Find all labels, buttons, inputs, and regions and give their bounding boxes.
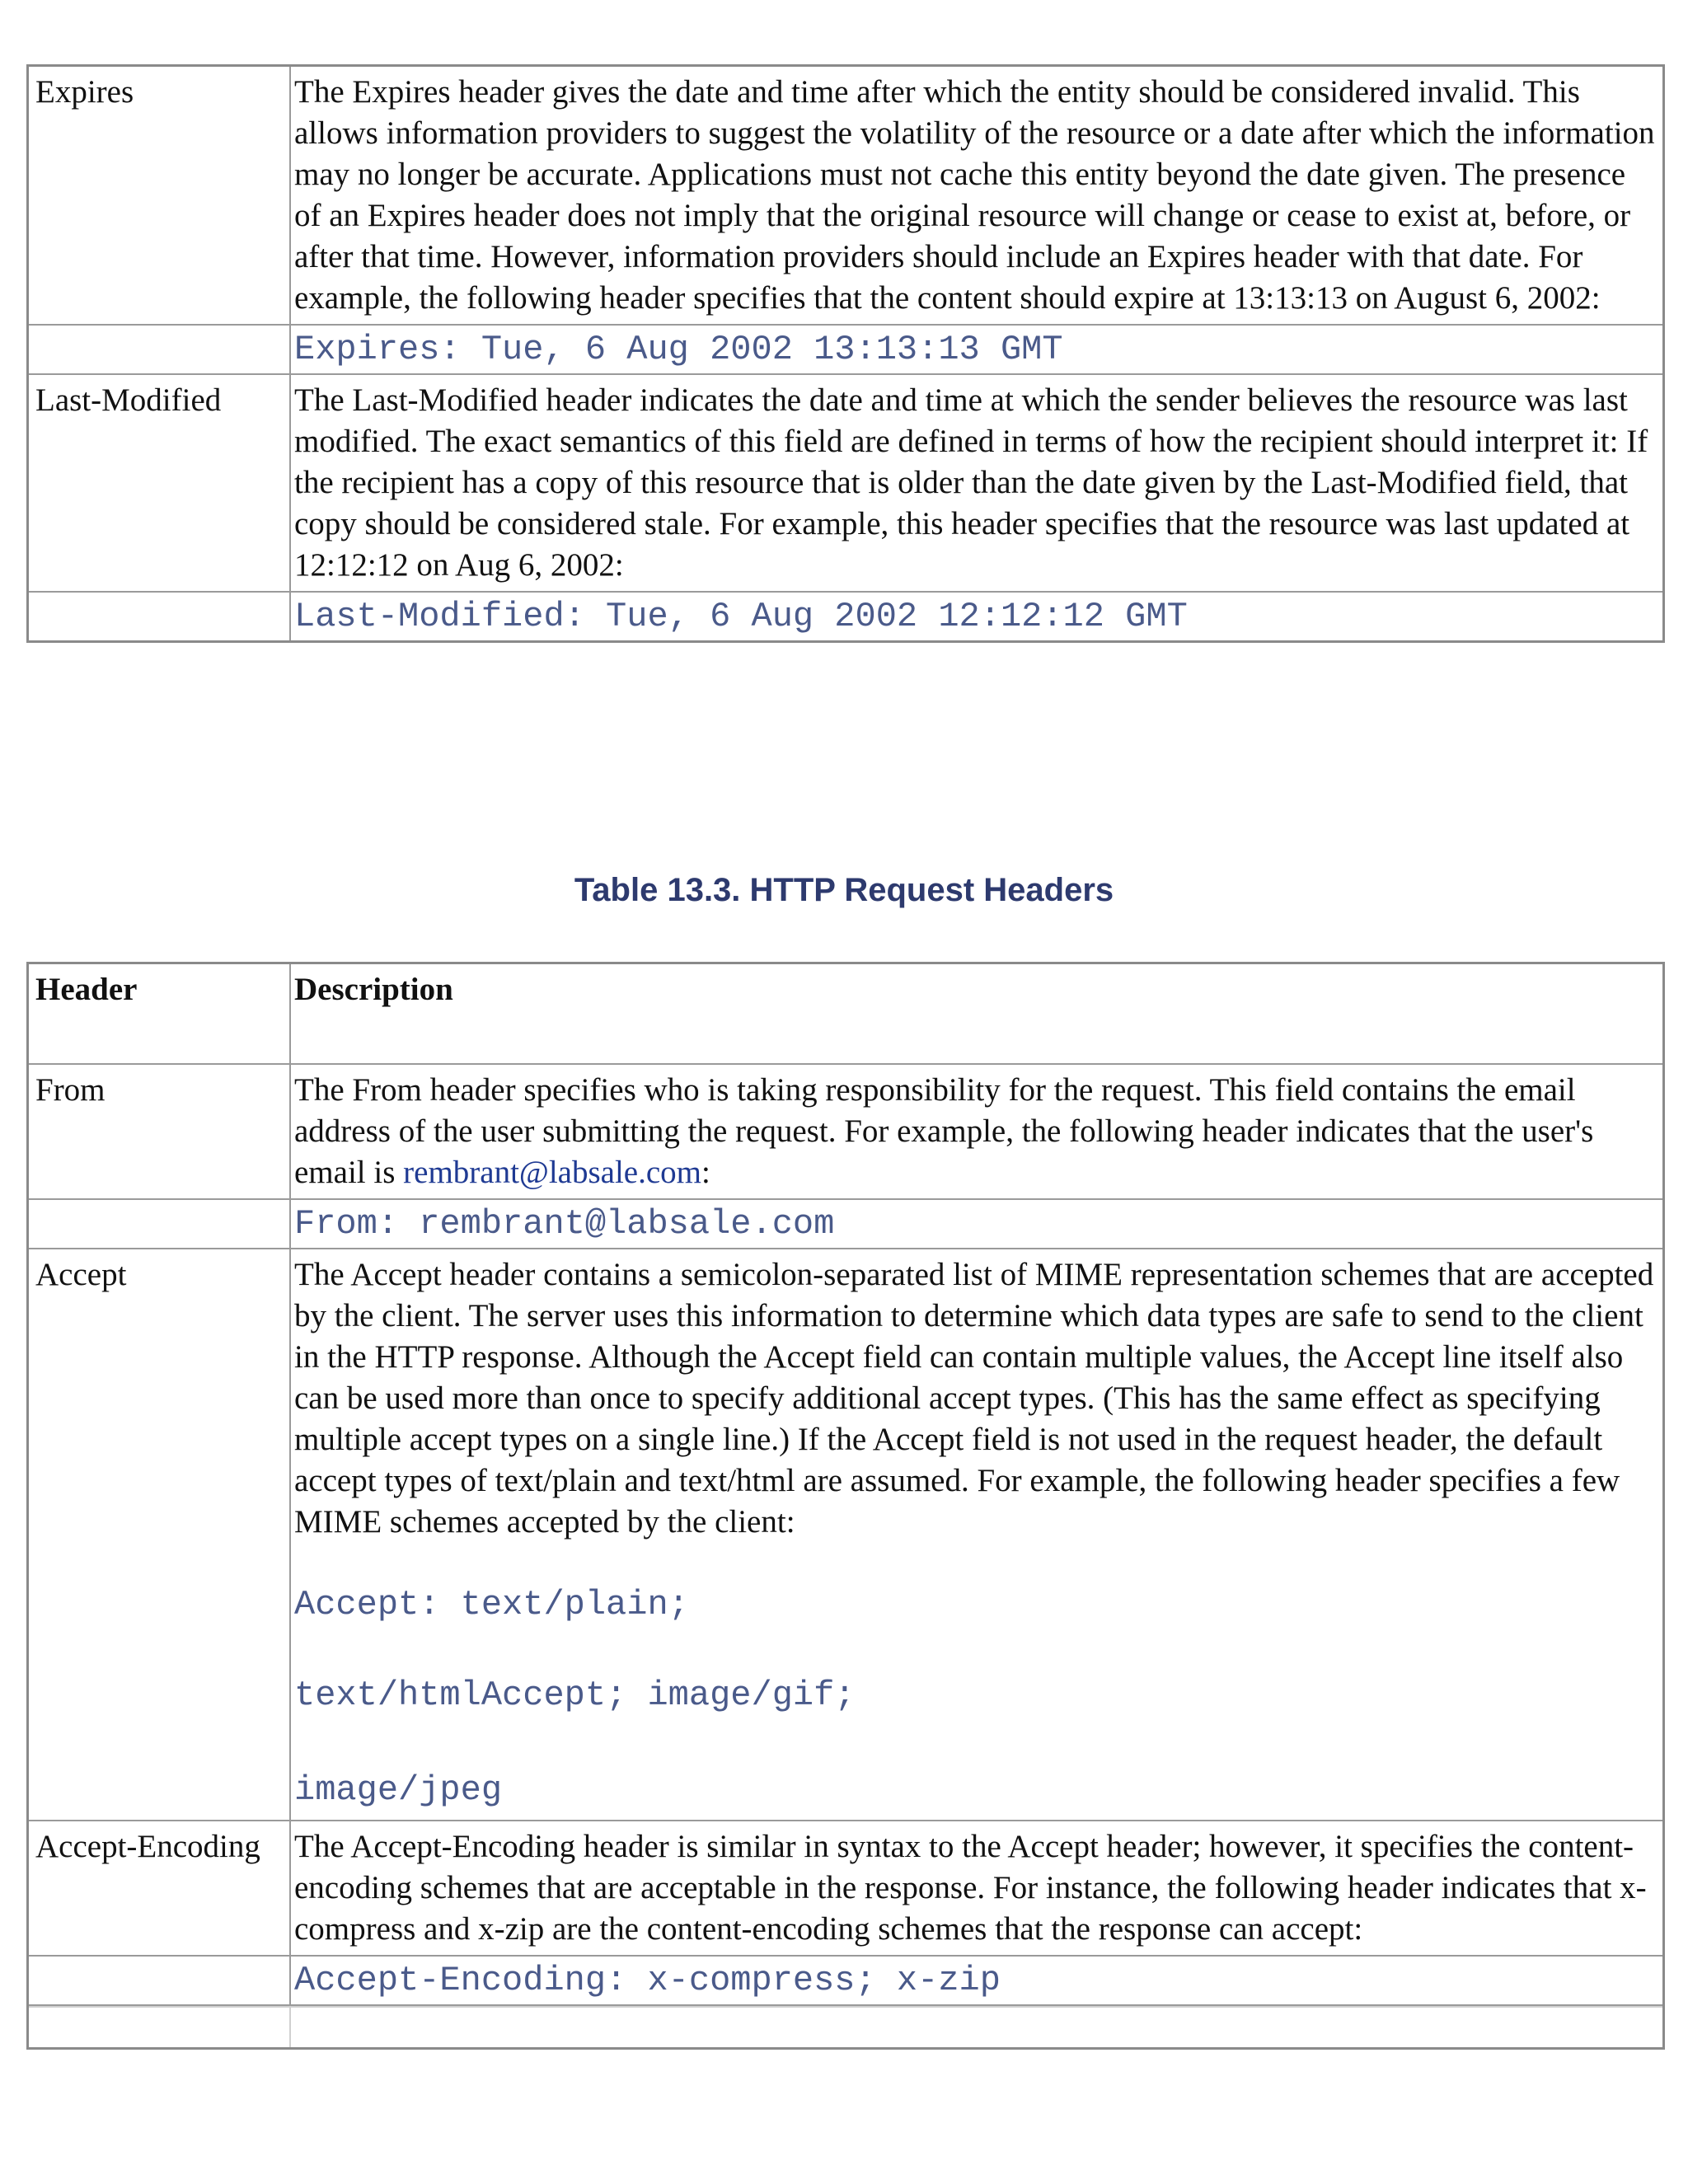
empty-cell bbox=[29, 2008, 291, 2047]
response-headers-table bbox=[26, 64, 1665, 643]
column-header-header: Header bbox=[29, 964, 291, 1063]
request-headers-table bbox=[26, 962, 1665, 2050]
empty-cell bbox=[29, 1200, 291, 1248]
table-row bbox=[29, 375, 1662, 593]
table-row-cutoff bbox=[29, 2006, 1662, 2047]
header-name-cell: Accept bbox=[29, 1249, 291, 1820]
table-caption: Table 13.3. HTTP Request Headers bbox=[574, 872, 1114, 908]
header-name-cell: From bbox=[29, 1065, 291, 1198]
column-header-description: Description bbox=[294, 972, 453, 1007]
description-cell: The Accept-Encoding header is similar in syntax to the Accept header; however, it specifies the content-encoding schemes that are acceptable in the response. For instance, the following header indicates that x-compress and x-zip are the content-encoding schemes that the response can accept: bbox=[294, 1829, 1647, 1947]
empty-cell bbox=[291, 2008, 1662, 2047]
table-row bbox=[29, 1249, 1662, 1821]
header-name-cell: Last-Modified bbox=[29, 375, 291, 591]
table-row bbox=[29, 1957, 1662, 2006]
empty-cell bbox=[29, 326, 291, 373]
code-example: Last-Modified: Tue, 6 Aug 2002 12:12:12 GMT bbox=[294, 597, 1188, 636]
table-row bbox=[29, 593, 1662, 640]
code-line: Accept: text/plain; bbox=[294, 1585, 689, 1624]
code-example: From: rembrant@labsale.com bbox=[294, 1204, 835, 1244]
description-cell: The Expires header gives the date and time after which the entity should be considered invalid. This allows information providers to suggest the volatility of the resource or a date after which the information may no longer be accurate. Applications must not cache this entity beyond the date given. The presence of an Expires header does not imply that the original resource will change or cease to exist at, before, or after that time. However, information providers should include an Expires header with that date. For example, the following header specifies that the content should expire at 13:13:13 on August 6, 2002: bbox=[294, 74, 1655, 316]
email-link[interactable]: rembrant@labsale.com bbox=[403, 1155, 701, 1190]
description-text: The From header specifies who is taking responsibility for the request. This field contains the email address of the user submitting the request. For example, the following header indicates that the user's email is bbox=[294, 1072, 1594, 1190]
description-cell bbox=[291, 1065, 1662, 1198]
description-text: : bbox=[701, 1155, 710, 1190]
description-cell: The Last-Modified header indicates the date and time at which the sender believes the resource was last modified. The exact semantics of this field are defined in terms of how the recipient should interpret it: If the recipient has a copy of this resource that is older than the date given by the Last-Modified field, that copy should be considered stale. For example, this header specifies that the resource was last updated at 12:12:12 on Aug 6, 2002: bbox=[294, 382, 1648, 583]
table-row bbox=[29, 1065, 1662, 1200]
empty-cell bbox=[29, 1957, 291, 2004]
code-line: image/jpeg bbox=[294, 1770, 503, 1810]
header-name-cell: Accept-Encoding bbox=[29, 1821, 291, 1955]
description-text: The Accept header contains a semicolon-separated list of MIME representation schemes that are accepted by the client. The server uses this information to determine which data types are safe to send to the client in the HTTP response. Although the Accept field can contain multiple values, the Accept line itself also can be used more than once to specify additional accept types. (This has the same effect as specifying multiple accept types on a single line.) If the Accept field is not used in the request header, the default accept types of text/plain and text/html are assumed. For example, the following header specifies a few MIME schemes accepted by the client: bbox=[294, 1257, 1654, 1540]
description-cell bbox=[291, 1249, 1662, 1820]
code-example bbox=[294, 1559, 1656, 1815]
table-header-row bbox=[29, 964, 1662, 1065]
table-row bbox=[29, 1821, 1662, 1957]
table-row bbox=[29, 1200, 1662, 1249]
empty-cell bbox=[29, 593, 291, 640]
code-line: text/htmlAccept; image/gif; bbox=[294, 1675, 856, 1715]
header-name-cell: Expires bbox=[29, 67, 291, 324]
code-example: Accept-Encoding: x-compress; x-zip bbox=[294, 1961, 1001, 2000]
table-row bbox=[29, 326, 1662, 375]
table-row bbox=[29, 67, 1662, 326]
code-example: Expires: Tue, 6 Aug 2002 13:13:13 GMT bbox=[294, 330, 1063, 369]
